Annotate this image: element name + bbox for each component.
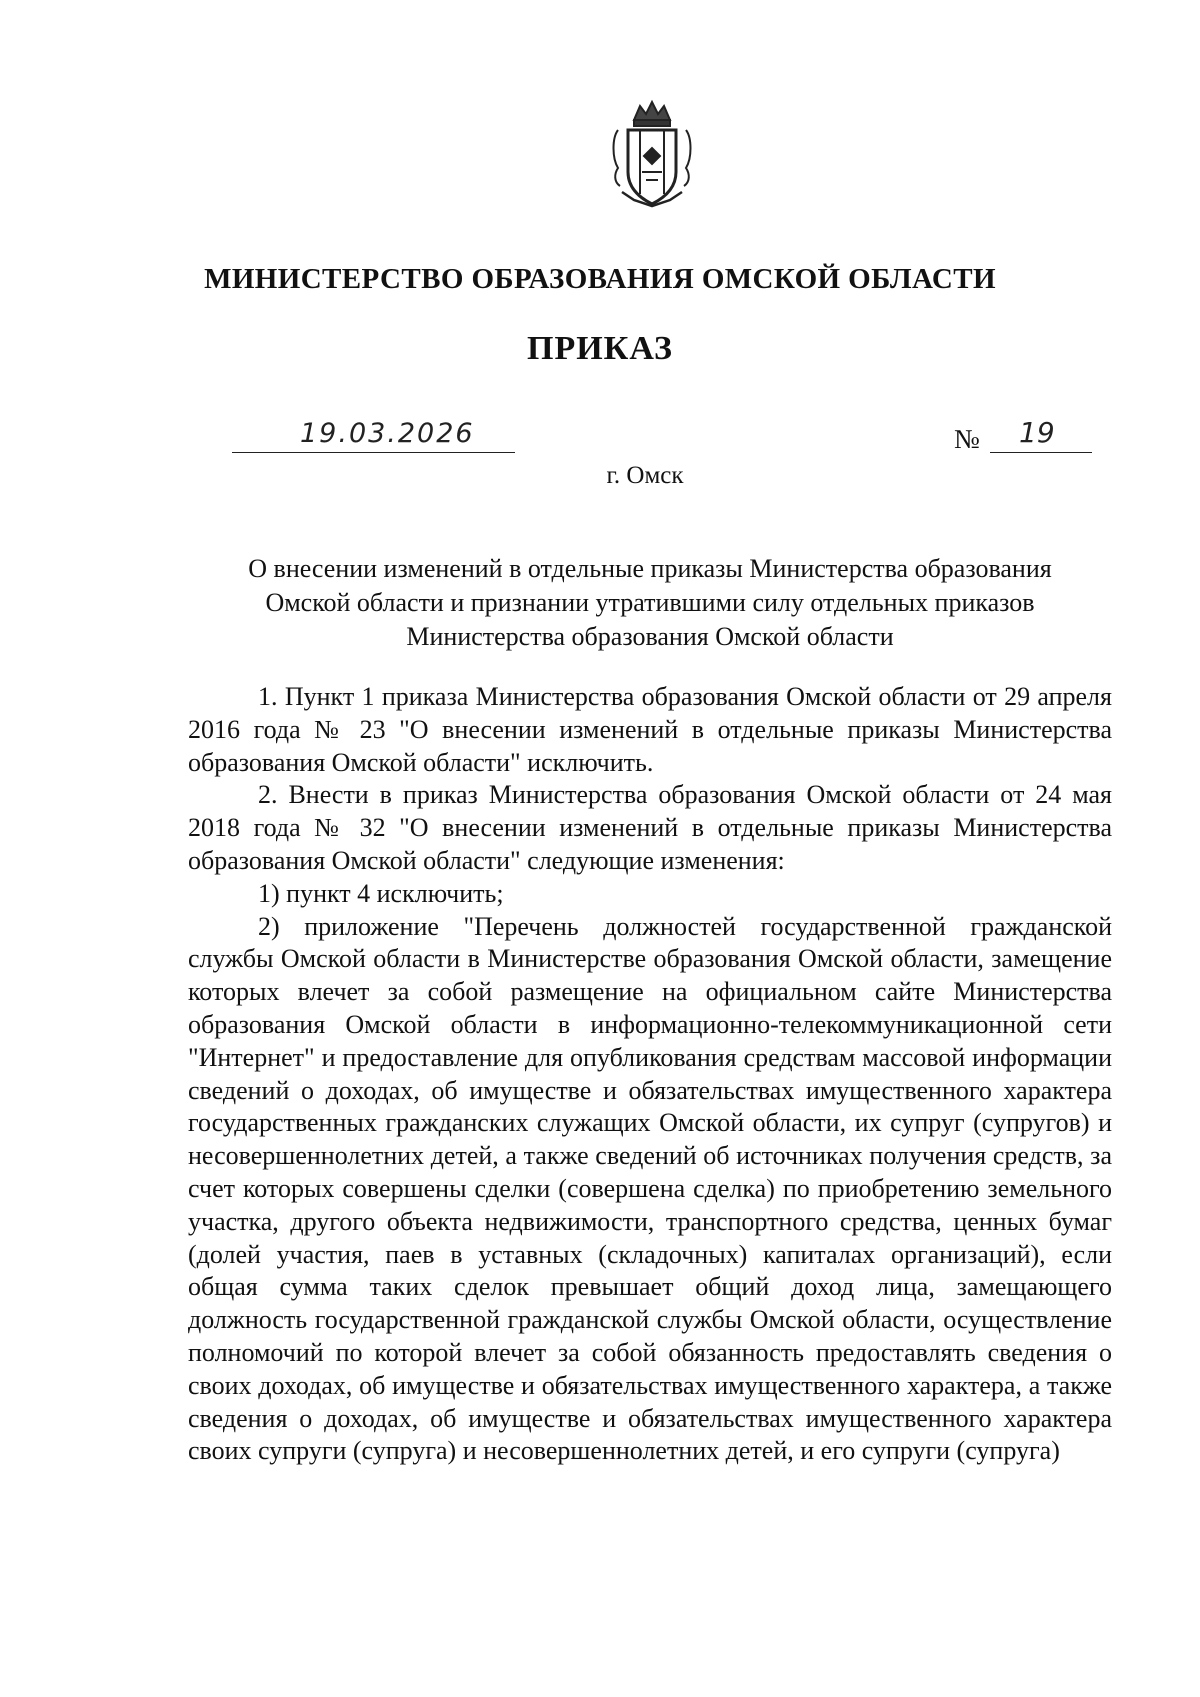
subject-line: Министерства образования Омской области — [406, 622, 894, 651]
paragraph: 1. Пункт 1 приказа Министерства образования Омской области от 29 апреля 2016 года № 23 "О внесении изменений в отдельные приказы Министерства образования Омской области" исключить. — [188, 682, 1112, 777]
order-subject — [200, 552, 1100, 654]
handwritten-date: 19.03.2026 — [300, 418, 475, 449]
number-underline — [990, 452, 1092, 453]
order-body — [188, 681, 1112, 1468]
number-sign: № — [954, 424, 980, 454]
coat-of-arms-emblem — [604, 98, 700, 210]
paragraph: 1) пункт 4 исключить; — [258, 878, 504, 908]
paragraph: 2) приложение "Перечень должностей государственной гражданской службы Омской области в Министерстве образования Омской области, замещение которых влечет за собой размещение на официальном сайте Министерства образования Омской области в информационно-телекоммуникационной сети "Интернет" и предоставление для опубликования средствам массовой информации сведений о доходах, об имуществе и обязательствах имущественного характера государственных гражданских служащих Омской области, их супруг (супругов) и несовершеннолетних детей, а также сведений об источниках получения средств, за счет которых совершены сделки (совершена сделка) по приобретению земельного участка, другого объекта недвижимости, транспортного средства, ценных бумаг (долей участия, паев в уставных (складочных) капиталах организаций), если общая сумма таких сделок превышает общий доход лица, замещающего должность государственной гражданской службы Омской области, осуществление полномочий по которой влечет за собой обязанность предоставлять сведения о своих доходах, об имуществе и обязательствах имущественного характера, а также сведения о доходах, об имуществе и обязательствах имущественного характера своих супруги (супруга) и несовершеннолетних детей, и его супруги (супруга) — [188, 911, 1112, 1466]
document-type-title: ПРИКАЗ — [527, 330, 673, 367]
paragraph: 2. Внести в приказ Министерства образования Омской области от 24 мая 2018 года № 32 "О внесении изменений в отдельные приказы Министерства образования Омской области" следующие изменения: — [188, 780, 1112, 875]
subject-line: Омской области и признании утратившими силу отдельных приказов — [265, 588, 1035, 617]
date-underline — [232, 452, 515, 453]
handwritten-number: 19 — [1019, 416, 1055, 449]
city: г. Омск — [606, 462, 684, 489]
ministry-name: МИНИСТЕРСТВО ОБРАЗОВАНИЯ ОМСКОЙ ОБЛАСТИ — [204, 263, 996, 295]
subject-line: О внесении изменений в отдельные приказы Министерства образования — [248, 554, 1052, 583]
